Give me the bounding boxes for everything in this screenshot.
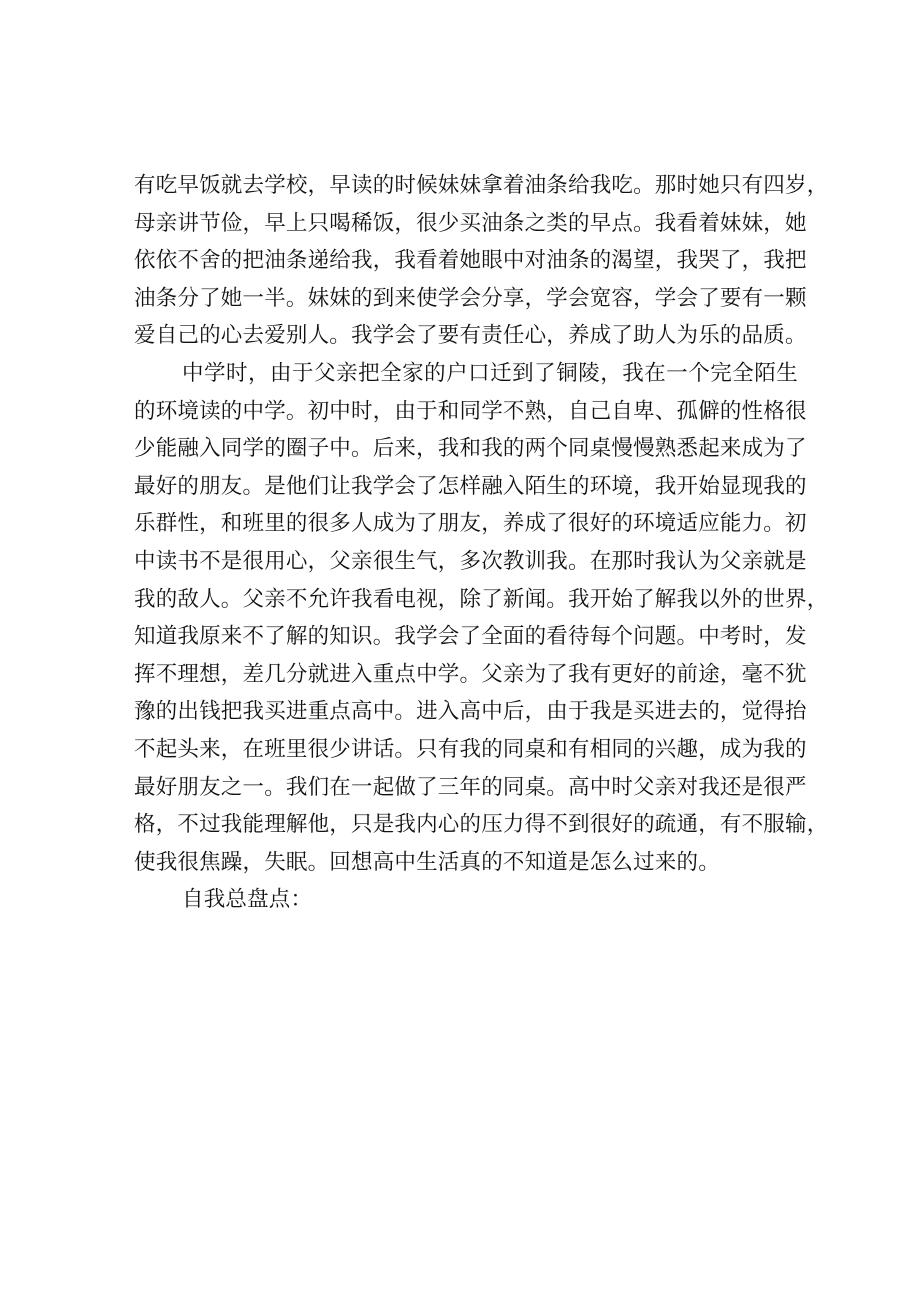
text-line: 乐群性，和班里的很多人成为了朋友，养成了很好的环境适应能力。初 — [134, 511, 807, 537]
text-line: 不起头来，在班里很少讲话。只有我的同桌和有相同的兴趣，成为我的 — [134, 736, 807, 762]
text-line: 知道我原来不了解的知识。我学会了全面的看待每个问题。中考时，发 — [134, 624, 807, 650]
text-line: 最好朋友之一。我们在一起做了三年的同桌。高中时父亲对我还是很严 — [134, 774, 807, 800]
text-line: 爱自己的心去爱别人。我学会了要有责任心，养成了助人为乐的品质。 — [134, 323, 807, 349]
text-line: 豫的出钱把我买进重点高中。进入高中后，由于我是买进去的，觉得抬 — [134, 699, 807, 725]
text-line: 格，不过我能理解他，只是我内心的压力得不到很好的疏通，有不服输， — [134, 812, 829, 838]
paragraph-middle-school — [134, 355, 829, 881]
text-line: 有吃早饭就去学校，早读的时候妹妹拿着油条给我吃。那时她只有四岁， — [134, 173, 829, 198]
text-line: 最好的朋友。是他们让我学会了怎样融入陌生的环境，我开始显现我的 — [134, 473, 807, 499]
text-line: 中读书不是很用心，父亲很生气，多次教训我。在那时我认为父亲就是 — [134, 548, 807, 574]
text-line: 少能融入同学的圈子中。后来，我和我的两个同桌慢慢熟悉起来成为了 — [134, 436, 807, 462]
text-line: 中学时，由于父亲把全家的户口迁到了铜陵，我在一个完全陌生 — [182, 360, 798, 386]
heading-self-summary: 自我总盘点： — [182, 887, 313, 913]
section-heading — [134, 881, 798, 919]
text-line: 使我很焦躁，失眠。回想高中生活真的不知道是怎么过来的。 — [134, 849, 720, 875]
text-line: 挥不理想，差几分就进入重点中学。父亲为了我有更好的前途，毫不犹 — [134, 661, 807, 687]
document-body — [134, 167, 829, 919]
text-line: 我的敌人。父亲不允许我看电视，除了新闻。我开始了解我以外的世界， — [134, 586, 829, 612]
text-line: 油条分了她一半。妹妹的到来使学会分享，学会宽容，学会了要有一颗 — [134, 285, 807, 311]
text-line: 依依不舍的把油条递给我，我看着她眼中对油条的渴望，我哭了，我把 — [134, 248, 807, 274]
paragraph-sister — [134, 167, 829, 355]
text-line: 母亲讲节俭，早上只喝稀饭，很少买油条之类的早点。我看着妹妹，她 — [134, 210, 807, 236]
text-line: 的环境读的中学。初中时，由于和同学不熟，自己自卑、孤僻的性格很 — [134, 398, 807, 424]
